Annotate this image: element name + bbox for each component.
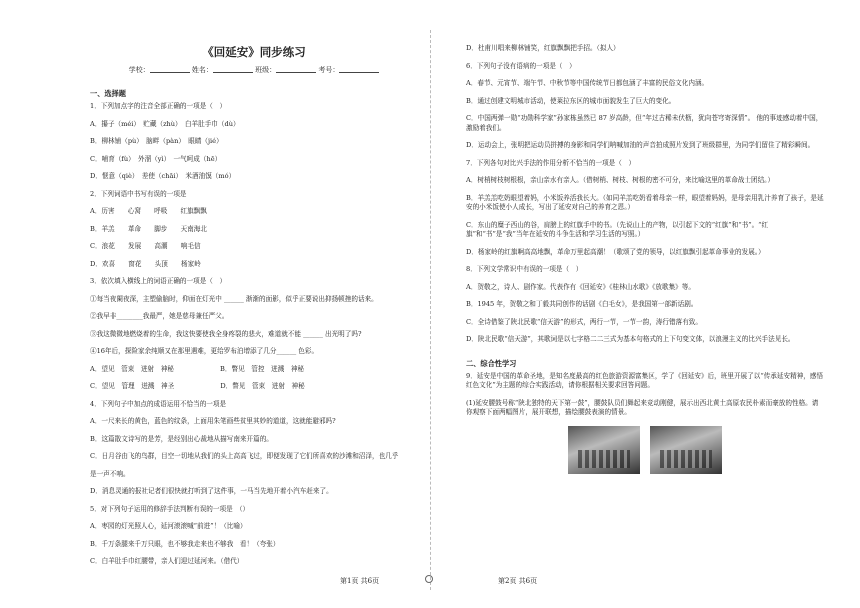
class-label: 班级： — [255, 66, 277, 74]
question-line: B．通过创建文明城市活动，使莱拉东区的城市面貌发生了巨大的变化。 — [466, 96, 676, 105]
school-label: 学校： — [128, 66, 150, 74]
question-line: B．羊羔羔吃奶眼望着妈，小米饭养活我长大。（如同羊羔吃奶看着母亲一样，眼望着妈妈，是母亲用乳汁养育了孩子，是延安的小米饭使小人成长，写出了延安对自己的养育之恩。） — [466, 193, 824, 211]
question-line: D．杜甫川唱来柳林铺笑，红旗飘飘把手招。（拟人） — [466, 44, 620, 52]
question-line: C．东山的糜子西山的谷，肩膀上的红旗手中的书。（先说山上的产物，以引起下文的“红旗”和“书”。“红旗”和“书”是“我”当年在延安的斗争生活和学习生活的写照。） — [466, 220, 769, 238]
question-line: C．浪花 发展 高潮 响毛信 — [90, 242, 201, 250]
question-line: ①每当夜阑夜深，主塑偷脑时，仰面在灯光中 ______ 渐渐的面影，似乎正要说出抑扬顿挫的话来。 — [90, 294, 378, 303]
right-questions — [466, 44, 824, 345]
question-line: C．哺育（fù） 外溜（yì） 一气呵成（hē） — [90, 154, 222, 163]
question-line: A．春节、元宵节、端午节、中秋节等中国传统节日都包涵了丰富的民俗文化内涵。 — [466, 79, 709, 87]
question-line: D．运动会上，张明把运动员拼搏的身影和同学们呐喊加油的声音拍成照片发到了班级群里，为同学们留住了精彩瞬间。 — [466, 141, 815, 149]
question-line: ②我早非________我最严，她是慈母兼任严父。 — [90, 312, 229, 320]
question-line: A．历害 心窝 呼吸 红旗飘飘 — [90, 207, 207, 215]
question-line: 9．延安是中国的革命圣地，是知名度最高的红色旅游资源富集区，学了《回延安》后，班里开展了以“传承延安精神，感悟红色文化”为主题的综合实践活动，请你根据相关要求回答问题。 — [466, 371, 824, 389]
page-number-left: 第1页 共6页 — [340, 577, 380, 585]
section-heading: 二、综合性学习 — [466, 358, 517, 368]
question-line: 4．下列句子中加点的成语运用不恰当的一项是 — [90, 399, 227, 408]
question-line: 8．下列文学常识中有误的一项是（ ） — [466, 265, 583, 273]
question-line: C．白羊肚手巾红腰带，亲人们迎过延河来。（借代） — [90, 557, 244, 565]
question-line: A．望见 管束 迸射 神秘 B．瞥见 管控 迸溅 神秘 — [90, 364, 305, 373]
question-line: A．贺敬之，诗人、剧作家。代表作有《回延安》《桂林山水歌》《放歌集》等。 — [466, 282, 695, 291]
question-line: ④16年后，探险家余纯顺又在那里遇难，更给罗布泊增添了几分______ 色彩。 — [90, 347, 319, 355]
section-heading: 一、选择题 — [90, 89, 126, 98]
name-blank[interactable] — [213, 65, 253, 73]
question-line: B．1945 年，贺敬之和丁毅共同创作的话剧《白毛女》，是我国第一部新话剧。 — [466, 300, 698, 308]
binding-circle-icon — [425, 575, 433, 583]
question-line: B．这篇散文诗写的是芳，是经别出心裁地从描写南来开篇的。 — [90, 434, 273, 443]
page-right — [430, 0, 860, 608]
question-line: 6．下列句子没有语病的一项是（ ） — [466, 61, 576, 70]
question-line: C．全诗借鉴了陕北民歌“信天游”的形式，两行一节，一节一韵，涛行错落有致。 — [466, 317, 702, 326]
left-questions — [90, 102, 418, 567]
name-label: 姓名： — [191, 66, 213, 74]
photo-row — [466, 426, 824, 474]
question-line: D．消息灵通的报社记者们很快就打听到了这件事，一马当先地开着小汽车赶来了。 — [90, 487, 333, 495]
question-line: D．欢喜 窗花 头顶 杨家岭 — [90, 259, 201, 268]
question-line: D．惬意（qiè） 差使（chāi） 米酒油馍（mó） — [90, 172, 236, 180]
question-line: 2．下列词语中书写有误的一项是 — [90, 189, 187, 198]
exam-no-label: 考号： — [318, 66, 340, 74]
class-blank[interactable] — [276, 65, 316, 73]
page-number-right: 第2页 共6页 — [498, 577, 538, 585]
student-info-line — [90, 65, 418, 75]
question-line: C．中国两弹一勋“功勋科学家”孙家栋虽然已 87 岁高龄，但“年过古稀未伏枥，犹向苍穹寄深情”。 他的事迹感动着中国，激励着我们。 — [466, 114, 823, 132]
question-line: (1)延安腰鼓号称“陕北独特的天下第一鼓”，腰鼓队员们舞起来竞动刚健，展示出西北黄土高原农民朴素而豪放的性格。请你观察下面两幅图片，展开联想，描绘腰鼓表演的情景。 — [466, 398, 819, 416]
question-line: B．柳林铺（pù） 脑畔（pàn） 眼睛（jié） — [90, 137, 223, 145]
question-line: A．树梢树枝树根根，亲山亲水有亲人。（借树梢、树枝、树根的密不可分，来比喻这里的革命战士团结。） — [466, 176, 775, 184]
question-line: A．一尺来长的黄色，蓝色的纹条，上面用朱笔画些贫里其妙的道道，这就能避邪吗? — [90, 417, 336, 425]
doc-title: 《回延安》同步练习 — [202, 45, 306, 59]
waist-drum-photo — [650, 426, 722, 474]
question-line: 是一声不响。 — [90, 469, 130, 478]
question-line: D．杨家岭的红旗啊高高地飘，革命万里起高潮！（歌颂了党的领导，以红旗飘引起革命事业的发展。） — [466, 247, 765, 256]
question-line: 7．下列各句对比兴手法的作用分析不恰当的一项是（ ） — [466, 158, 636, 167]
question-line: 3．依次填入横线上的词语正确的一项是（ ） — [90, 277, 227, 285]
question-line: 1．下列加点字的注音全部正确的一项是（ ） — [90, 102, 227, 110]
school-blank[interactable] — [150, 65, 190, 73]
waist-drum-photo — [568, 426, 640, 474]
question-line: ③我这微微地燃烧着的生命，我这快要使我全身疼裂的悲火，难道就不能 ______ 出光明了吗? — [90, 329, 362, 338]
question-line: A．攥子（méi） 贮藏（zhù） 白羊肚手巾（dù） — [90, 119, 240, 128]
question-line: C．望见 管理 迸溅 神圣 D．瞥见 管束 迸射 神秘 — [90, 382, 305, 390]
question-line: B．羊羔 革命 脚步 天南海北 — [90, 224, 207, 233]
question-line: B．千万条腿来千万只眼，也不够我走来也不够我 看！（夸张） — [90, 539, 280, 548]
question-line: C．日月谷由飞的鸟群，目空一切地从我们的头上高高飞过，即便发现了它们所喜欢的沙滩和沼泽，也几乎 — [90, 452, 399, 460]
question-line: 5．对下列句子运用的修辞手法判断有误的一项是 （） — [90, 504, 250, 513]
exam-no-blank[interactable] — [339, 65, 379, 73]
question-line: A．枣园的灯光照人心，延河滚滚喊“前进”！（比喻） — [90, 522, 247, 530]
question-line: D．陕北民歌“信天游”，其歌词是以七字格二二三式为基本句格式的上下句变文体，以浪漫主义的比兴手法见长。 — [466, 335, 795, 343]
